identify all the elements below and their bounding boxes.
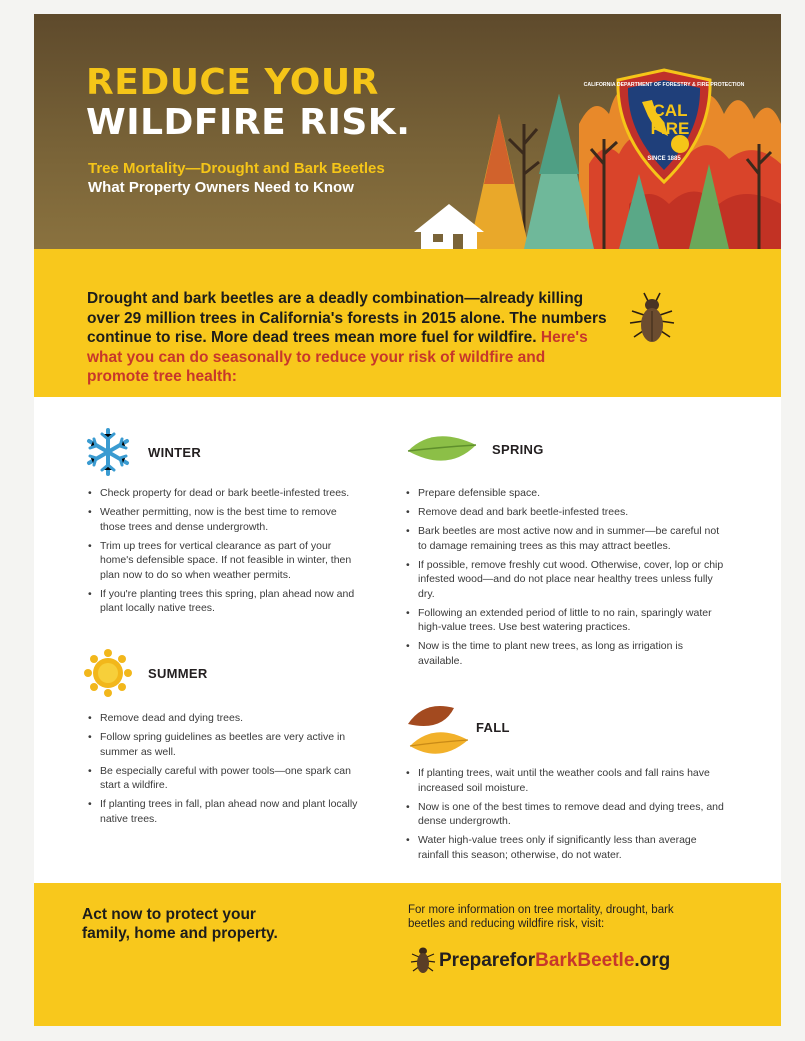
list-item: • Be especially careful with power tools—one spark can start a wildfire. — [88, 764, 358, 793]
list-item: • Water high-value trees only if significantly less than average rainfall this season; otherwise, do not water. — [406, 833, 726, 862]
sun-icon — [82, 647, 134, 699]
subtitle-line-2: What Property Owners Need to Know — [88, 179, 354, 196]
call-to-action: Act now to protect your family, home and property. — [82, 906, 278, 942]
url-part-3: .org — [634, 950, 671, 971]
list-item: • If possible, remove freshly cut wood. Otherwise, cover, lop or chip infested wood—and do not place near healthy trees unless fully dry. — [406, 558, 726, 602]
list-item: • Bark beetles are most active now and in summer—be careful not to damage remaining trees as this may attract beetles. — [406, 524, 726, 553]
title-line-2: WILDFIRE RISK. — [86, 102, 411, 143]
list-item: • Now is one of the best times to remove dead and dying trees, and dense undergrowth. — [406, 800, 726, 829]
list-item: • If planting trees, wait until the weather cools and fall rains have increased soil moisture. — [406, 766, 726, 795]
url-part-2: BarkBeetle — [535, 950, 635, 971]
bark-beetle-icon — [408, 943, 438, 977]
flyer-page — [34, 14, 781, 1026]
list-item: • Now is the time to plant new trees, as long as irrigation is available. — [406, 639, 726, 668]
list-item: • Check property for dead or bark beetle-infested trees. — [88, 486, 358, 501]
fall-title: FALL — [476, 719, 510, 735]
badge-fire: FIRE — [650, 119, 690, 138]
summer-title: SUMMER — [148, 665, 208, 681]
list-item: • If you're planting trees this spring, plan ahead now and plant locally native trees. — [88, 587, 358, 616]
more-info-text: For more information on tree mortality, drought, bark beetles and reducing wildfire risk, visit: — [408, 904, 674, 930]
url-part-1: Preparefor — [439, 950, 536, 971]
list-item: • Prepare defensible space. — [406, 486, 726, 501]
title-line-1: REDUCE YOUR — [86, 62, 379, 103]
list-item: • If planting trees in fall, plan ahead now and plant locally native trees. — [88, 797, 358, 826]
intro-paragraph — [87, 289, 607, 387]
list-item: • Follow spring guidelines as beetles are very active in summer as well. — [88, 730, 358, 759]
footer-banner — [34, 883, 781, 1026]
subtitle-line-1: Tree Mortality—Drought and Bark Beetles — [88, 160, 385, 177]
list-item: • Trim up trees for vertical clearance as part of your home's defensible space. If not feasible in winter, then plan now to do so when weather permits. — [88, 539, 358, 583]
autumn-leaves-icon — [404, 700, 472, 762]
winter-list — [88, 486, 358, 620]
badge-since: SINCE 1885 — [647, 156, 681, 162]
list-item: • Remove dead and bark beetle-infested trees. — [406, 505, 726, 520]
winter-title: WINTER — [148, 444, 202, 460]
intro-highlight-text: Here's what you can do seasonally to reduce your risk of wildfire and promote tree health: — [87, 329, 588, 385]
spring-title: SPRING — [492, 441, 544, 457]
badge-cal: CAL — [652, 101, 688, 120]
cal-fire-badge — [583, 66, 745, 186]
fall-list — [406, 766, 726, 867]
snowflake-icon — [82, 426, 134, 478]
list-item: • Weather permitting, now is the best time to remove those trees and dense undergrowth. — [88, 505, 358, 534]
spring-list — [406, 486, 726, 673]
bark-beetle-icon — [624, 289, 680, 349]
leaf-icon — [404, 429, 480, 469]
intro-banner — [34, 249, 781, 397]
header-banner — [34, 14, 781, 249]
badge-ring-text: CALIFORNIA DEPARTMENT OF FORESTRY & FIRE PROTECTION — [583, 82, 745, 88]
website-link[interactable] — [439, 950, 670, 972]
list-item: • Remove dead and dying trees. — [88, 711, 358, 726]
summer-list — [88, 711, 358, 831]
intro-main-text: Drought and bark beetles are a deadly combination—already killing over 29 million trees in California's forests in 2015 alone. The numbers continue to rise. More dead trees mean more fuel for wildfire. — [87, 290, 607, 346]
list-item: • Following an extended period of little to no rain, sparingly water high-value trees. Use best watering practices. — [406, 606, 726, 635]
